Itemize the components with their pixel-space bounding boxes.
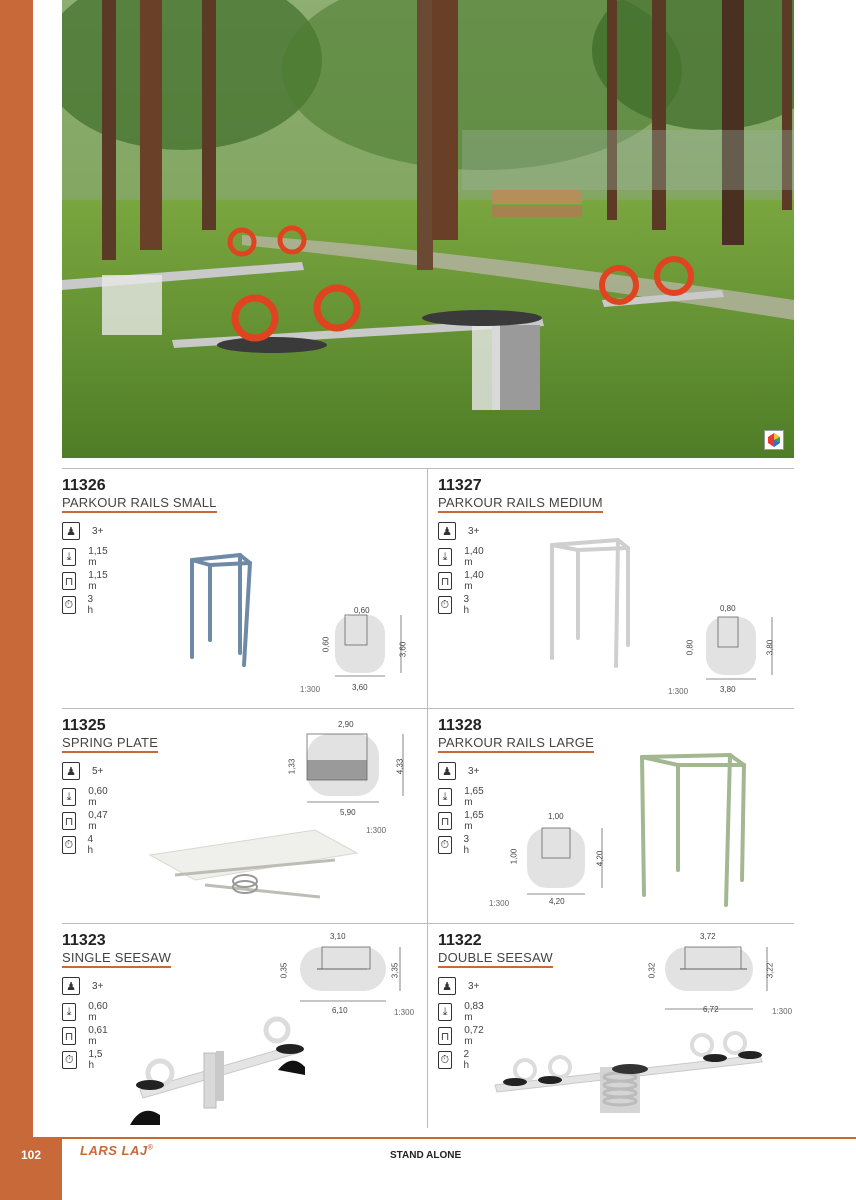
product-code: 11327 (438, 477, 482, 494)
spec-install-time: ⏱ 1,5 h (62, 1049, 106, 1071)
brand-logo: LARS LAJ® (80, 1143, 154, 1158)
product-illustration (180, 545, 260, 675)
spec-age: ♟ 3+ (62, 977, 103, 995)
scale-label: 1:300 (772, 1007, 793, 1016)
spec-height: ⊓ 0,47 m (62, 810, 111, 832)
product-illustration (630, 745, 755, 915)
stopwatch-icon: ⏱ (62, 596, 76, 614)
grid-line (62, 923, 794, 924)
product-code: 11325 (62, 717, 106, 734)
scale-label: 1:300 (394, 1008, 415, 1017)
spec-age: ♟ 3+ (438, 762, 479, 780)
bench-height-icon: ⊓ (62, 572, 76, 590)
spec-fall-height: ⤓ 0,60 m (62, 1001, 111, 1023)
product-illustration (145, 825, 365, 910)
children-icon: ♟ (62, 762, 80, 780)
children-icon: ♟ (438, 977, 456, 995)
children-icon: ♟ (438, 762, 456, 780)
product-code: 11328 (438, 717, 482, 734)
bench-height-icon: ⊓ (62, 1027, 76, 1045)
hero-photo (62, 0, 794, 458)
fall-height-icon: ⤓ (438, 548, 452, 566)
spec-height: ⊓ 1,40 m (438, 570, 487, 592)
product-name: PARKOUR RAILS LARGE (438, 735, 594, 753)
scale-label: 1:300 (489, 899, 510, 908)
spec-fall-height: ⤓ 1,15 m (62, 546, 111, 568)
bench-height-icon: ⊓ (62, 812, 76, 830)
grid-line (62, 468, 794, 469)
side-color-bar (0, 0, 33, 1200)
stopwatch-icon: ⏱ (438, 596, 452, 614)
fall-height-icon: ⤓ (62, 788, 76, 806)
product-name: PARKOUR RAILS MEDIUM (438, 495, 603, 513)
product-code: 11323 (62, 932, 106, 949)
spec-install-time: ⏱ 2 h (438, 1049, 474, 1071)
fall-height-icon: ⤓ (438, 1003, 452, 1021)
colour-options-icon (764, 430, 784, 450)
children-icon: ♟ (62, 522, 80, 540)
scale-label: 1:300 (366, 826, 387, 835)
spec-install-time: ⏱ 3 h (62, 594, 98, 616)
bench-height-icon: ⊓ (438, 572, 452, 590)
fall-height-icon: ⤓ (438, 788, 452, 806)
product-code: 11326 (62, 477, 106, 494)
spec-height: ⊓ 1,65 m (438, 810, 487, 832)
bench-height-icon: ⊓ (438, 1027, 452, 1045)
product-illustration (540, 530, 640, 675)
spec-height: ⊓ 0,72 m (438, 1025, 487, 1047)
spec-height: ⊓ 1,15 m (62, 570, 111, 592)
spec-age: ♟ 3+ (62, 522, 103, 540)
fall-height-icon: ⤓ (62, 548, 76, 566)
spec-fall-height: ⤓ 0,60 m (62, 786, 111, 808)
section-title: STAND ALONE (390, 1150, 462, 1161)
grid-divider (427, 468, 428, 1128)
spec-fall-height: ⤓ 0,83 m (438, 1001, 487, 1023)
spec-age: ♟ 3+ (438, 977, 479, 995)
product-name: SINGLE SEESAW (62, 950, 171, 968)
page-number: 102 (20, 1148, 42, 1162)
footer-rule (62, 1137, 856, 1139)
children-icon: ♟ (438, 522, 456, 540)
spec-install-time: ⏱ 3 h (438, 594, 474, 616)
product-code: 11322 (438, 932, 482, 949)
stopwatch-icon: ⏱ (62, 1051, 77, 1069)
grid-line (62, 708, 794, 709)
spec-install-time: ⏱ 4 h (62, 834, 98, 856)
product-name: SPRING PLATE (62, 735, 158, 753)
scale-label: 1:300 (668, 687, 689, 696)
spec-age: ♟ 5+ (62, 762, 103, 780)
product-name: PARKOUR RAILS SMALL (62, 495, 217, 513)
stopwatch-icon: ⏱ (438, 1051, 452, 1069)
scale-label: 1:300 (300, 685, 321, 694)
spec-fall-height: ⤓ 1,65 m (438, 786, 487, 808)
product-name: DOUBLE SEESAW (438, 950, 553, 968)
spec-height: ⊓ 0,61 m (62, 1025, 111, 1047)
spec-install-time: ⏱ 3 h (438, 834, 474, 856)
stopwatch-icon: ⏱ (438, 836, 452, 854)
product-illustration (490, 1025, 770, 1120)
children-icon: ♟ (62, 977, 80, 995)
spec-age: ♟ 3+ (438, 522, 479, 540)
fall-height-icon: ⤓ (62, 1003, 76, 1021)
spec-fall-height: ⤓ 1,40 m (438, 546, 487, 568)
bench-height-icon: ⊓ (438, 812, 452, 830)
stopwatch-icon: ⏱ (62, 836, 76, 854)
product-illustration (120, 1015, 320, 1130)
page-number-box (0, 1137, 62, 1200)
